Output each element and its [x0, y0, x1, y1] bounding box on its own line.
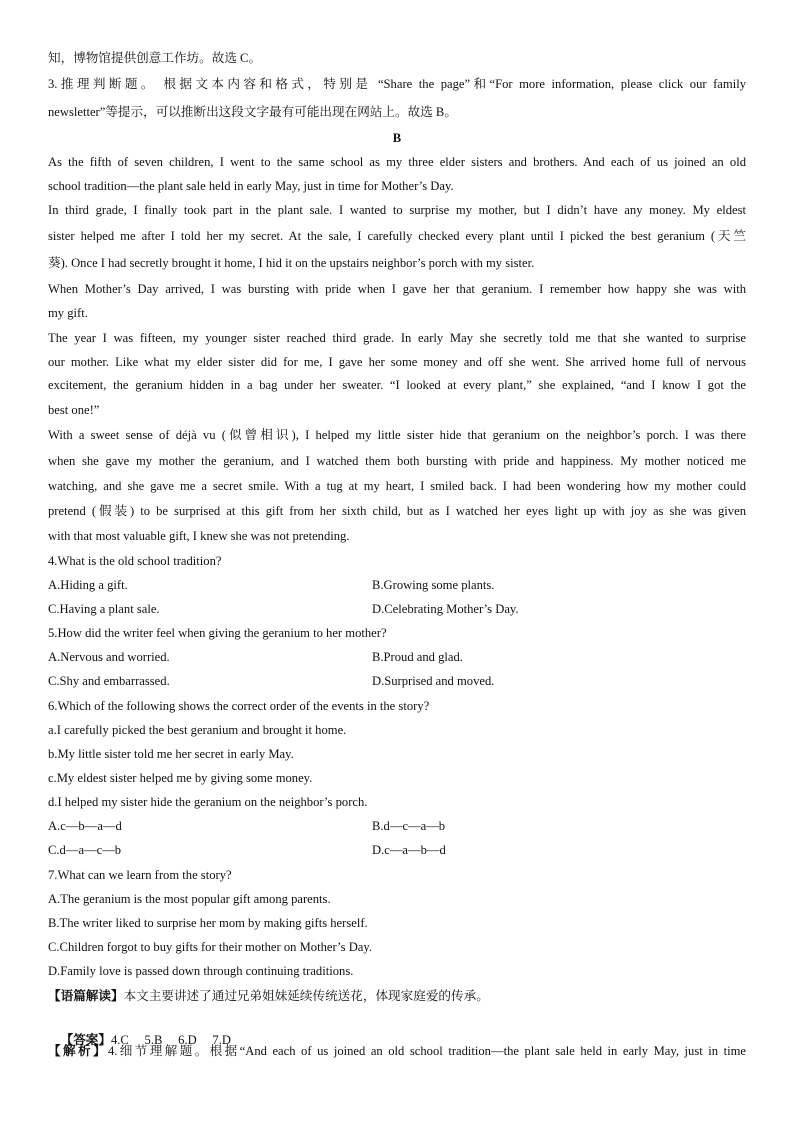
q4-option-c: C.Having a plant sale.: [48, 602, 160, 616]
passage-line: As the fifth of seven children, I went to the same school as my three elder sisters and brothers. And each of us joined an old: [48, 155, 746, 169]
q5-option-c: C.Shy and embarrassed.: [48, 674, 170, 688]
passage-line: pretend (假装) to be surprised at this gift from her sixth child, but as I watched her eyes light up with joy as she was given: [48, 504, 746, 518]
passage-line: When Mother’s Day arrived, I was bursting with pride when I gave her that geranium. I remember how happy she was with: [48, 282, 746, 296]
question-5-stem: 5.How did the writer feel when giving the geranium to her mother?: [48, 626, 387, 640]
passage-line: The year I was fifteen, my younger sister reached third grade. In early May she secretly told me that she wanted to surprise: [48, 331, 746, 345]
q6-event: d.I helped my sister hide the geranium on the neighbor’s porch.: [48, 795, 368, 809]
q6-event: b.My little sister told me her secret in early May.: [48, 747, 294, 761]
passage-line: With a sweet sense of déjà vu (似曾相识), I helped my little sister hide that geranium on the neighbor’s porch. I was there: [48, 428, 746, 442]
passage-line: our mother. Like what my elder sister did for me, I gave her some money and off she went. She arrived home full of nervous: [48, 355, 746, 369]
passage-line: school tradition—the plant sale held in early May, just in time for Mother’s Day.: [48, 179, 454, 193]
passage-line: In third grade, I finally took part in the plant sale. I wanted to surprise my mother, but I didn’t have any money. My eldest: [48, 203, 746, 217]
passage-line: when she gave my mother the geranium, and I watched them both bursting with pride and happiness. My mother noticed me: [48, 454, 746, 468]
passage-line: 葵). Once I had secretly brought it home, I hid it on the upstairs neighbor’s porch with my sister.: [48, 256, 535, 270]
passage-line: best one!”: [48, 403, 100, 417]
intro-line-1: 知，博物馆提供创意工作坊。故选 C。: [48, 51, 262, 65]
passage-line: my gift.: [48, 306, 88, 320]
summary-line: [48, 988, 489, 1004]
q7-option-d: D.Family love is passed down through continuing traditions.: [48, 964, 354, 978]
q6-option-b: B.d—c—a—b: [372, 819, 446, 833]
q6-option-d: D.c—a—b—d: [372, 843, 446, 857]
passage-line: with that most valuable gift, I knew she was not pretending.: [48, 529, 350, 543]
q4-option-a: A.Hiding a gift.: [48, 578, 128, 592]
q7-option-c: C.Children forgot to buy gifts for their mother on Mother’s Day.: [48, 940, 373, 954]
q5-option-d: D.Surprised and moved.: [372, 674, 495, 688]
answer-text: 4.C 5.B 6.D 7.D: [110, 1033, 231, 1047]
passage-line: sister helped me after I told her my secret. At the sale, I carefully checked every plant until I picked the best geranium (天竺: [48, 229, 746, 243]
section-title: B: [392, 131, 402, 145]
q4-option-b: B.Growing some plants.: [372, 578, 495, 592]
passage-line: excitement, the geranium hidden in a bag under her sweater. “I looked at every plant,” she explained, “and I know I got the: [48, 378, 746, 392]
summary-text: 本文主要讲述了通过兄弟姐妹延续传统送花，体现家庭爱的传承。: [123, 989, 489, 1003]
answer-label: 【答案】: [60, 1033, 111, 1047]
q5-option-a: A.Nervous and worried.: [48, 650, 170, 664]
q7-option-a: A.The geranium is the most popular gift among parents.: [48, 892, 331, 906]
explain-text: 4.细节理解题。根据“And each of us joined an old school tradition—the plant sale held in early May, just in time: [107, 1044, 747, 1058]
q6-option-c: C.d—a—c—b: [48, 843, 122, 857]
intro-line-2: 3.推理判断题。 根据文本内容和格式，特别是 “Share the page”和“For more information, please click our family: [48, 77, 746, 91]
summary-label: 【语篇解读】: [48, 989, 124, 1003]
q5-option-b: B.Proud and glad.: [372, 650, 463, 664]
question-6-stem: 6.Which of the following shows the correct order of the events in the story?: [48, 699, 430, 713]
explain-label: 【解析】: [48, 1044, 108, 1058]
q7-option-b: B.The writer liked to surprise her mom by making gifts herself.: [48, 916, 368, 930]
q6-event: c.My eldest sister helped me by giving some money.: [48, 771, 313, 785]
question-7-stem: 7.What can we learn from the story?: [48, 868, 232, 882]
q4-option-d: D.Celebrating Mother’s Day.: [372, 602, 519, 616]
question-4-stem: 4.What is the old school tradition?: [48, 554, 222, 568]
q6-option-a: A.c—b—a—d: [48, 819, 122, 833]
intro-line-3: newsletter”等提示，可以推断出这段文字最有可能出现在网站上。故选 B。: [48, 105, 457, 119]
q6-event: a.I carefully picked the best geranium and brought it home.: [48, 723, 347, 737]
passage-line: watching, and she gave me a secret smile. With a tug at my heart, I smiled back. I had been wondering how my mother could: [48, 479, 746, 493]
explain-line: [48, 1043, 746, 1059]
